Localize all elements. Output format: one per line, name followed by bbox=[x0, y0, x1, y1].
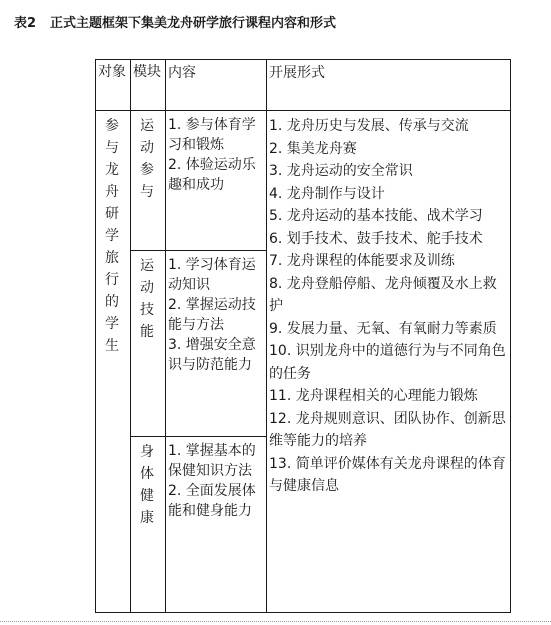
header-object: 对象 bbox=[96, 60, 131, 111]
form-item: 8. 龙舟登船停船、龙舟倾覆及水上救护 bbox=[269, 275, 497, 314]
form-item: 10. 识别龙舟中的道德行为与不同角色的任务 bbox=[269, 343, 506, 382]
form-item: 11. 龙舟课程相关的心理能力锻炼 bbox=[269, 388, 478, 404]
table-header-row bbox=[96, 60, 511, 111]
module-cell-sport-skills bbox=[131, 251, 166, 437]
object-text: 参与龙舟研学旅行的学生 bbox=[105, 118, 119, 354]
form-item: 6. 划手技术、鼓手技术、舵手技术 bbox=[269, 230, 483, 247]
course-table bbox=[95, 59, 511, 613]
form-item: 2. 集美龙舟赛 bbox=[269, 140, 357, 157]
content-item: 3. 增强安全意识与防范能力 bbox=[168, 337, 256, 373]
table-row bbox=[96, 111, 511, 251]
module-name: 运动技能 bbox=[140, 258, 154, 340]
content-item: 1. 学习体育运动知识 bbox=[168, 257, 256, 293]
form-item: 5. 龙舟运动的基本技能、战术学习 bbox=[269, 208, 483, 224]
content-item: 1. 掌握基本的保健知识方法 bbox=[168, 443, 256, 479]
module-cell-physical-health bbox=[131, 437, 166, 613]
content-item: 2. 体验运动乐趣和成功 bbox=[168, 157, 256, 193]
header-content: 内容 bbox=[166, 60, 267, 111]
table-caption bbox=[14, 12, 336, 31]
header-module: 模块 bbox=[131, 60, 166, 111]
module-name: 身体健康 bbox=[140, 444, 154, 526]
object-cell bbox=[96, 111, 131, 613]
page-cut-edge bbox=[0, 617, 551, 625]
form-item: 13. 简单评价媒体有关龙舟课程的体育与健康信息 bbox=[269, 455, 506, 494]
form-item: 1. 龙舟历史与发展、传承与交流 bbox=[269, 118, 469, 134]
form-item: 3. 龙舟运动的安全常识 bbox=[269, 163, 413, 179]
module-name: 运动参与 bbox=[140, 118, 154, 200]
content-item: 2. 掌握运动技能与方法 bbox=[168, 297, 256, 333]
content-cell-sport-participation bbox=[166, 111, 267, 251]
form-item: 12. 龙舟规则意识、团队协作、创新思维等能力的培养 bbox=[269, 410, 506, 449]
content-item: 1. 参与体育学习和锻炼 bbox=[168, 117, 256, 153]
content-cell-physical-health bbox=[166, 437, 267, 613]
content-item: 2. 全面发展体能和健身能力 bbox=[168, 483, 256, 519]
course-table-wrapper bbox=[95, 59, 511, 613]
table-number: 表2 bbox=[14, 16, 37, 31]
table-title: 正式主题框架下集美龙舟研学旅行课程内容和形式 bbox=[50, 16, 337, 31]
content-cell-sport-skills bbox=[166, 251, 267, 437]
form-cell bbox=[267, 111, 511, 613]
module-cell-sport-participation bbox=[131, 111, 166, 251]
form-item: 4. 龙舟制作与设计 bbox=[269, 185, 385, 202]
form-item: 7. 龙舟课程的体能要求及训练 bbox=[269, 253, 455, 269]
form-item: 9. 发展力量、无氧、有氧耐力等素质 bbox=[269, 320, 497, 337]
header-form: 开展形式 bbox=[267, 60, 511, 111]
